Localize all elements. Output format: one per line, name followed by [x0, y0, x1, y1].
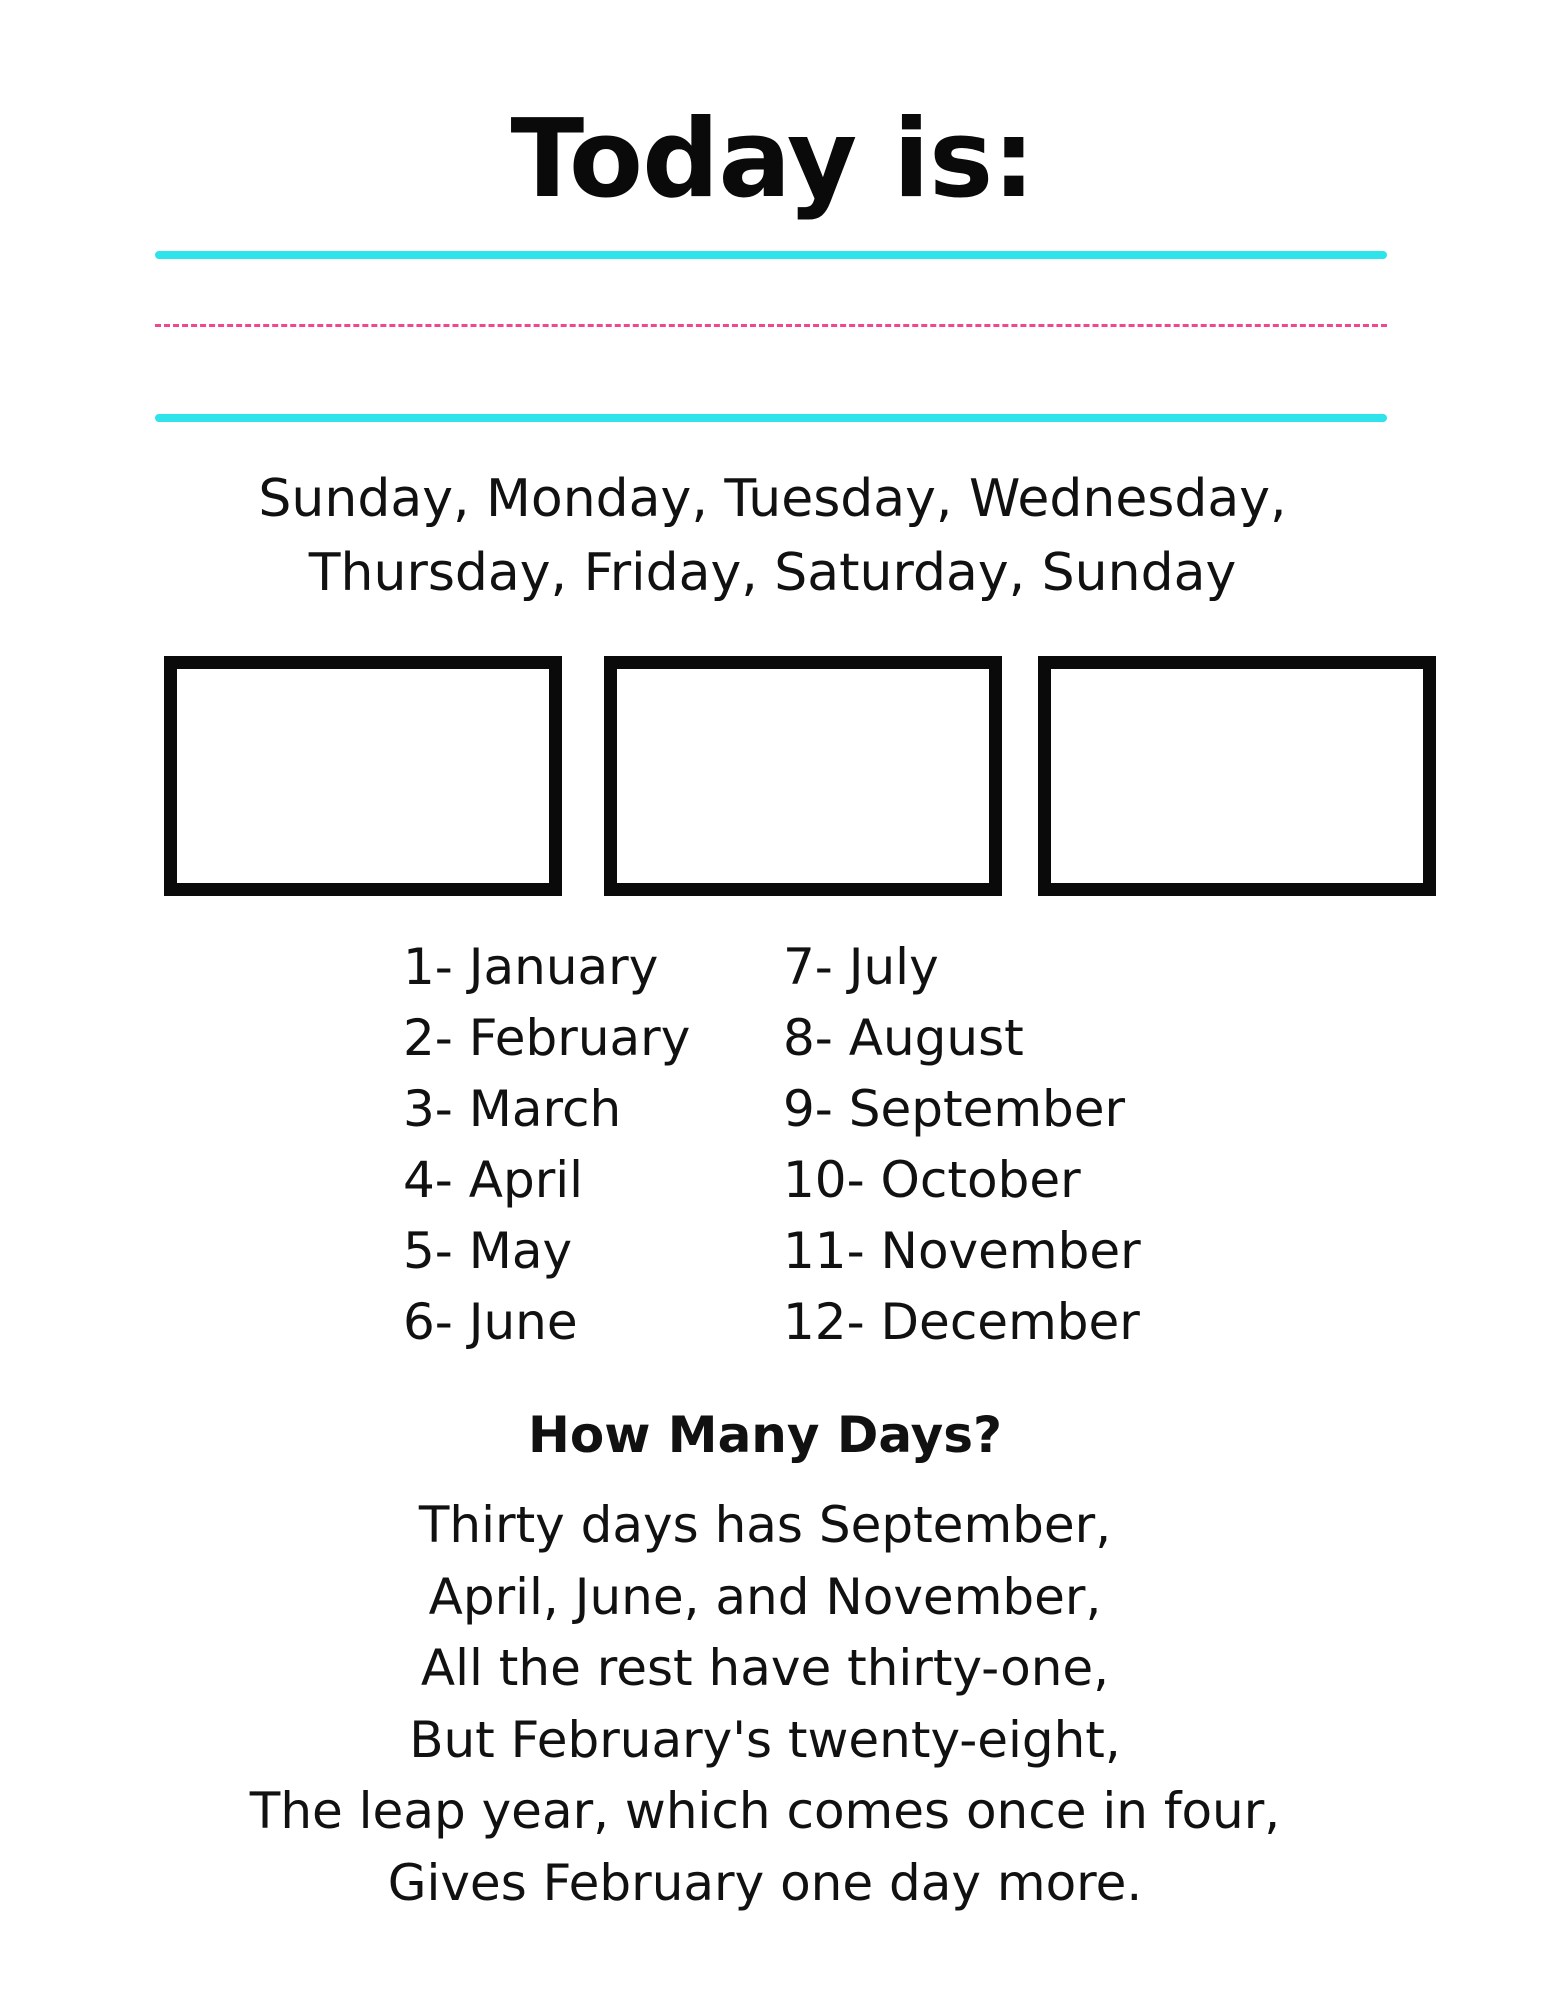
- poem-line: All the rest have thirty-one,: [420, 1639, 1110, 1697]
- month-item: 6- June: [403, 1293, 578, 1351]
- month-item: 8- August: [783, 1009, 1024, 1067]
- answer-box-2[interactable]: [604, 656, 1002, 896]
- answer-box-1[interactable]: [164, 656, 562, 896]
- poem-text: [0, 1490, 1530, 1919]
- poem-line: April, June, and November,: [428, 1567, 1102, 1626]
- month-item: 2- February: [403, 1009, 691, 1067]
- writing-line-top: [155, 251, 1387, 259]
- month-item: 4- April: [403, 1151, 584, 1209]
- writing-line-bottom: [155, 414, 1387, 422]
- poem-line: The leap year, which comes once in four,: [249, 1782, 1281, 1840]
- month-item: 9- September: [783, 1080, 1126, 1138]
- poem-line: But February's twenty-eight,: [409, 1710, 1121, 1769]
- month-item: 3- March: [403, 1080, 622, 1138]
- days-line-1: Sunday, Monday, Tuesday, Wednesday,: [258, 469, 1287, 529]
- poem-line: Gives February one day more.: [387, 1853, 1143, 1912]
- months-list-right: [783, 932, 1141, 1358]
- poem-title: How Many Days?: [528, 1406, 1002, 1464]
- writing-line-middle-dashed: [155, 324, 1387, 327]
- month-item: 10- October: [783, 1151, 1081, 1209]
- month-item: 12- December: [783, 1293, 1140, 1351]
- days-line-2: Thursday, Friday, Saturday, Sunday: [308, 543, 1237, 603]
- month-item: 5- May: [403, 1222, 573, 1280]
- month-item: 11- November: [783, 1222, 1141, 1280]
- months-list-left: [403, 932, 690, 1358]
- page-title: Today is:: [510, 97, 1035, 222]
- month-item: 1- January: [403, 938, 659, 996]
- answer-box-3[interactable]: [1038, 656, 1436, 896]
- month-item: 7- July: [783, 938, 939, 996]
- poem-line: Thirty days has September,: [418, 1496, 1112, 1554]
- days-of-week: [0, 462, 1545, 610]
